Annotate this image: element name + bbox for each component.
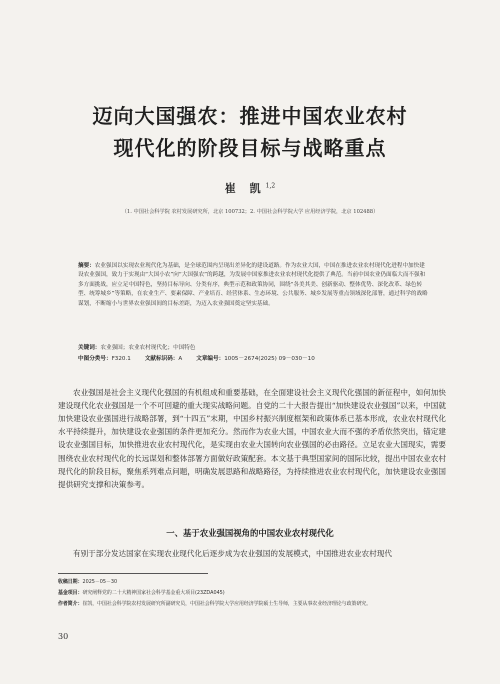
abstract-text: 农业强国以实现农业现代化为基础，是全球范围内呈现出差异化的建设道路。作为农业大国，中国在推进农业农村现代化进程中加快建设农业强国，致力于实现由“大国小农”向“大国强农”的跨越，为发展中国家推进农业农村现代化提供了典范。当前中国农业仍面临大而不强和多方面挑战，应立足中国特色，坚持目标导向、分类有序，典型示范和政策协同，围绕“各美其美、创新驱动、整体优势、深化改革、绿色转型、统筹城乡”等策略，在农业生产、要素保障、产业培育、经营体系、生态环境、公共服务、城乡发展等重点领域深化部署，通过科学的战略谋划，不断缩小与世界农业强国间的目标差距，为迈入农业强国奠定坚实基础。 bbox=[78, 263, 428, 307]
doc-code: A bbox=[178, 356, 183, 362]
intro-paragraph: 农业强国是社会主义现代化强国的有机组成和重要基础，在全面建设社会主义现代化强国的新征程中，如何加快建设现代化农业强国是一个不可回避的重大现实战略问题。自党的二十大报告提出“加快建设农业强国”以来，中国就加快建设农业强国进行战略部署，到“十四五”末期，中国乡村振兴制度框架和政策体系已基本形成，农业农村现代化水平持续提升，加快建设农业强国的条件更加充分。然而作为农业大国，中国农业大而不强的矛盾依然突出，锚定建设农业强国目标，加快推进农业农村现代化，是实现由农业大国转向农业强国的必由路径。立足农业大国现实，需要围绕农业农村现代化的长远谋划和整体部署方面做好政策配套。本文基于典型国家间的国际比较，提出中国农业农村现代化的阶段目标，聚焦系列难点问题，明确发展思路和战略路径，为持续推进农业农村现代化，加快建设农业强国提供研究支撑和决策参考。 bbox=[58, 387, 446, 490]
author-affiliation-marks: 1,2 bbox=[265, 182, 276, 190]
received-label: 收稿日期： bbox=[58, 579, 83, 585]
abstract-label: 摘要： bbox=[78, 263, 95, 269]
keywords-text: 农业强国；农业农村现代化；中国特色 bbox=[100, 345, 196, 351]
keywords-label: 关键词： bbox=[78, 345, 101, 351]
fund-label: 基金项目： bbox=[58, 590, 83, 596]
author-bio-text: 崔凯，中国社会科学院农村发展研究所副研究员，中国社会科学院大学应用经济学院硕士生导师，主要从事农业经济理论与政策研究。 bbox=[82, 601, 372, 607]
abstract bbox=[78, 262, 430, 309]
author-bio bbox=[58, 600, 438, 608]
classification-line bbox=[78, 354, 430, 362]
section-first-line: 有别于部分发达国家在实现农业现代化后逐步成为农业强国的发展模式，中国推进农业农村现代 bbox=[73, 549, 392, 558]
author-line bbox=[0, 180, 500, 196]
article-title-line-2: 现代化的阶段目标与战略重点 bbox=[113, 136, 387, 160]
section-heading: 一、基于农业强国视角的中国农业农村现代化 bbox=[166, 528, 334, 538]
article-number-label: 文章编号： bbox=[196, 356, 225, 362]
clc-number: F320.1 bbox=[111, 356, 131, 362]
fund-value: 研究阐释党的二十大精神国家社会科学基金重大项目(23ZDA045) bbox=[82, 590, 225, 596]
footnote-divider bbox=[58, 573, 208, 574]
author-name: 崔 凯 bbox=[224, 182, 266, 195]
page-number: 30 bbox=[58, 632, 69, 641]
clc-label: 中图分类号： bbox=[78, 356, 112, 362]
received-value: 2025－05－30 bbox=[82, 579, 118, 585]
affiliation: （1. 中国社会科学院 农村发展研究所，北京 100732；2. 中国社会科学院大学 应用经济学院，北京 102488） bbox=[121, 209, 379, 215]
received-date bbox=[58, 578, 438, 586]
fund-project bbox=[58, 589, 438, 597]
author-bio-label: 作者简介： bbox=[58, 601, 83, 607]
article-title-line-1: 迈向大国强农：推进中国农业农村 bbox=[92, 104, 408, 128]
keywords bbox=[78, 343, 430, 351]
article-number: 1005－2674(2025) 09－030－10 bbox=[224, 356, 315, 362]
doc-code-label: 文献标识码： bbox=[144, 356, 179, 362]
